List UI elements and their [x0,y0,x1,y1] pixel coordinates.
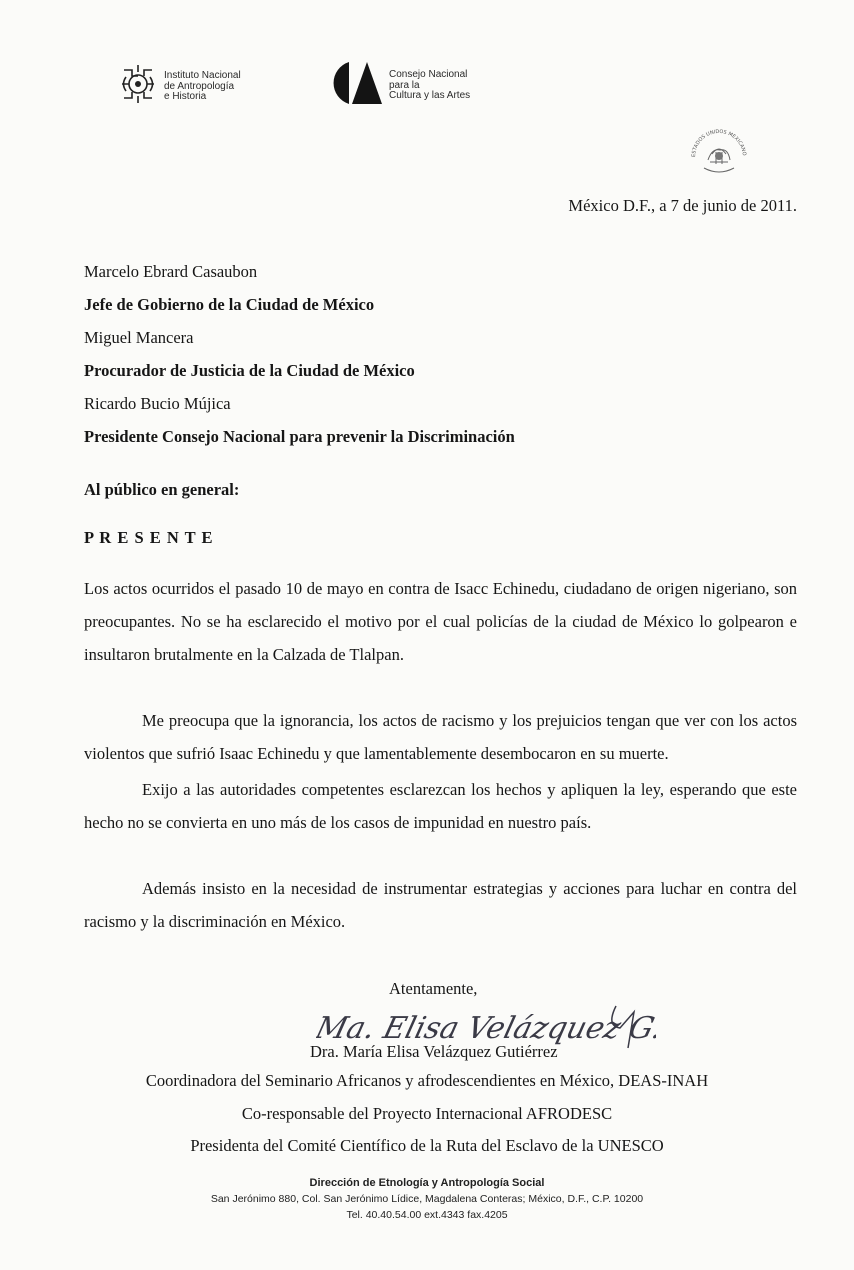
conaculta-name [389,70,470,102]
body-paragraph: Los actos ocurridos el pasado 10 de mayo en contra de Isacc Echinedu, ciudadano de origen nigeriano, son preocupantes. No se ha esclarecido el motivo por el cual policías de la ciudad de México lo golpearon e insultaron brutalmente en la Calzada de Tlalpan. [84,579,797,664]
conaculta-line: Cultura y las Artes [389,90,471,101]
recipient-name: Marcelo Ebrard Casaubon [84,262,258,281]
body-paragraph: Exijo a las autoridades competentes esclarezcan los hechos y apliquen la ley, esperando que este hecho no se convierta en uno más de los casos de impunidad en nuestro país. [84,780,797,832]
conaculta-emblem-icon [325,60,383,106]
presente-heading: P R E S E N T E [84,528,214,547]
body-paragraph: Me preocupa que la ignorancia, los actos de racismo y los prejuicios tengan que ver con los actos violentos que sufrió Isaac Echinedu y que lamentablemente desembocaron en su muerte. [84,711,797,763]
footer-address: San Jerónimo 880, Col. San Jerónimo Lídice, Magdalena Conteras; México, D.F., C.P. 10200 [210,1193,644,1205]
closing: Atentamente, [389,979,478,998]
footer-org: Dirección de Etnología y Antropología Social [309,1177,545,1189]
signer-name: Dra. María Elisa Velázquez Gutiérrez [310,1042,558,1061]
conaculta-line: Consejo Nacional [389,69,468,80]
recipient-title: Presidente Consejo Nacional para prevenir la Discriminación [84,427,515,446]
conaculta-logo [325,60,383,106]
body-paragraph: Además insisto en la necesidad de instrumentar estrategias y acciones para luchar en contra del racismo y la discriminación en México. [84,879,797,931]
conaculta-line: para la [389,79,420,91]
footer-phone: Tel. 40.40.54.00 ext.4343 fax.4205 [346,1209,508,1221]
inah-emblem-icon [118,62,158,106]
recipient-name: Ricardo Bucio Mújica [84,394,231,413]
inah-line: Instituto Nacional [164,70,241,81]
inah-name [164,71,241,103]
recipient-title: Procurador de Justicia de la Ciudad de México [84,361,415,380]
signer-role: Presidenta del Comité Científico de la Ruta del Esclavo de la UNESCO [190,1136,664,1155]
letter-date: México D.F., a 7 de junio de 2011. [568,196,797,215]
signature-text: Ma. Elisa Velázquez G. [316,1011,656,1046]
signer-role: Coordinadora del Seminario Africanos y afrodescendientes en México, DEAS-INAH [145,1071,709,1090]
inah-logo [118,62,158,106]
seal-text: ESTADOS UNIDOS MEXICANO [690,128,748,158]
inah-line: e Historia [164,91,207,102]
public-salutation: Al público en general: [84,480,240,499]
mexico-seal [686,124,752,190]
signer-role: Co-responsable del Proyecto Internacional AFRODESC [241,1104,613,1123]
recipient-name: Miguel Mancera [84,328,194,347]
eagle-seal-icon [686,124,752,190]
inah-line: de Antropología [164,80,235,92]
recipient-title: Jefe de Gobierno de la Ciudad de México [84,295,375,314]
